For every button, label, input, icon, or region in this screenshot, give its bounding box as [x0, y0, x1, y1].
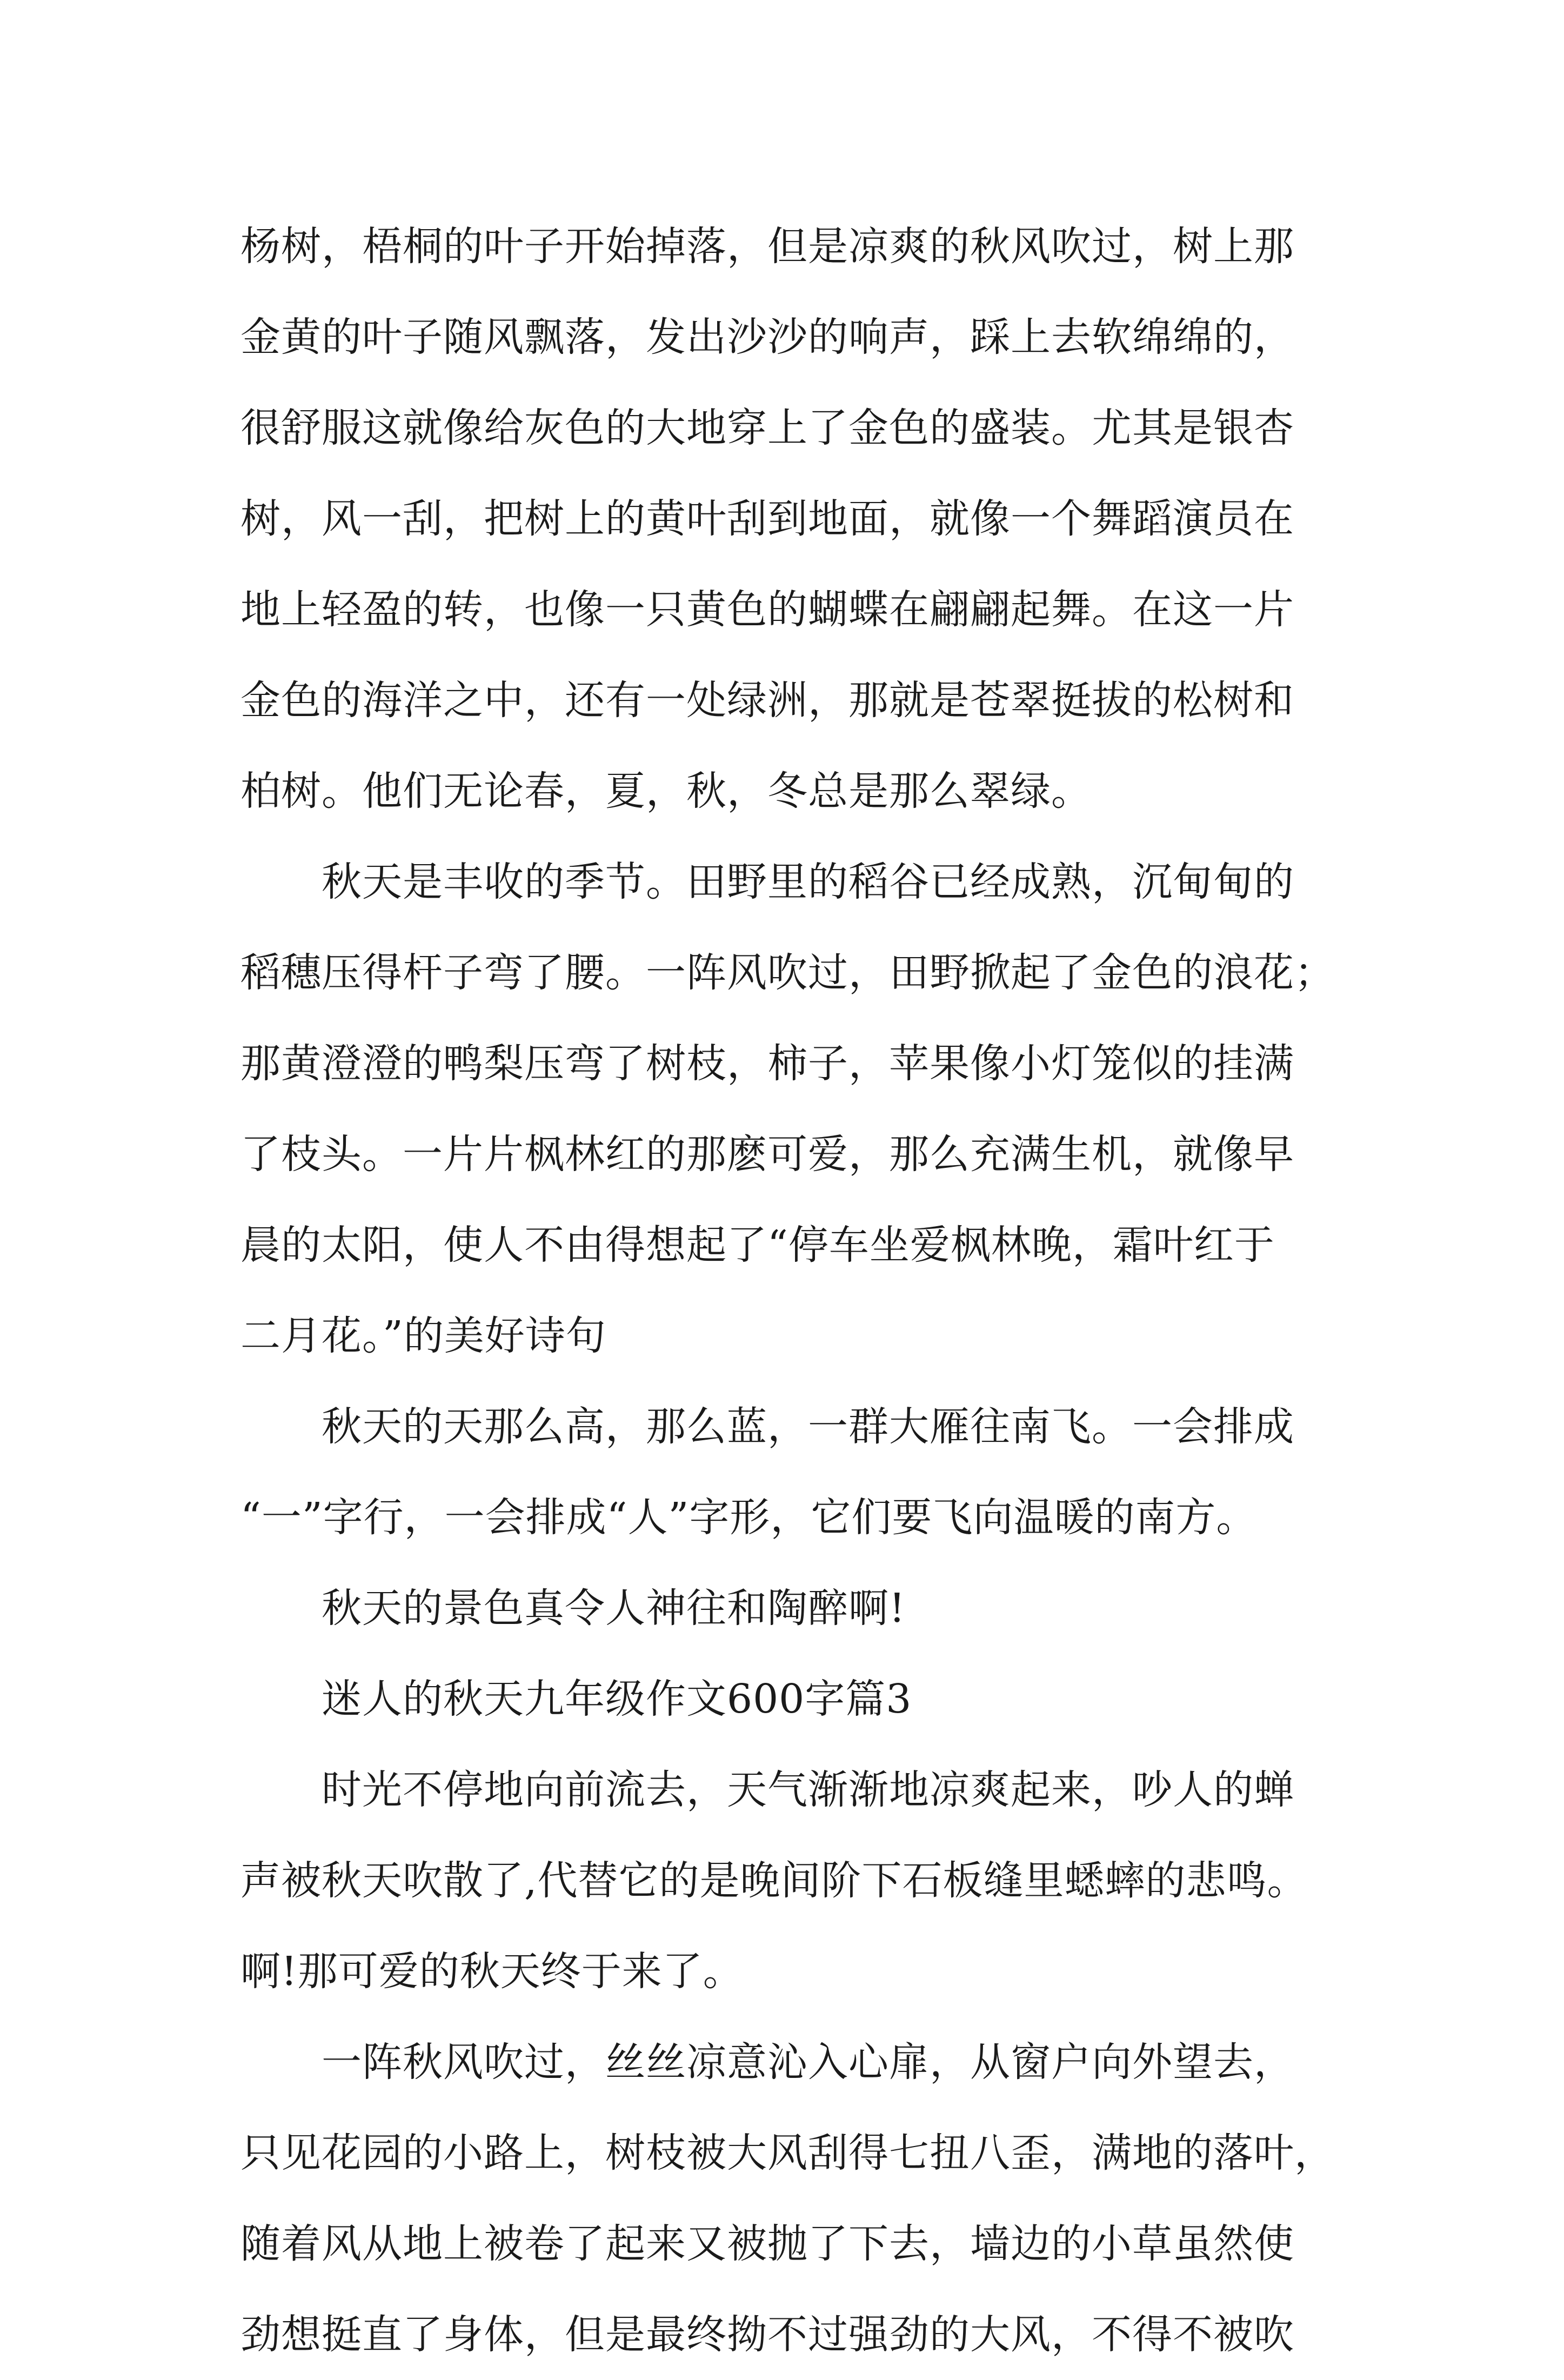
text-line: 杨树，梧桐的叶子开始掉落，但是凉爽的秋风吹过，树上那: [240, 223, 1294, 270]
paragraph-first-line: 秋天是丰收的季节。田野里的稻谷已经成熟，沉甸甸的: [322, 859, 1294, 905]
text-line: 只见花园的小路上，树枝被大风刮得七扭八歪，满地的落叶，: [240, 2130, 1335, 2176]
paragraph-first-line: 一阵秋风吹过，丝丝凉意沁入心扉，从窗户向外望去，: [322, 2039, 1294, 2085]
body-text: [240, 201, 1343, 2380]
text-line: 那黄澄澄的鸭梨压弯了树枝，柿子，苹果像小灯笼似的挂满: [240, 1040, 1294, 1087]
text-line: 地上轻盈的转，也像一只黄色的蝴蝶在翩翩起舞。在这一片: [240, 586, 1294, 633]
paragraph-first-line: 秋天的天那么高，那么蓝，一群大雁往南飞。一会排成: [322, 1403, 1294, 1450]
paragraph-first-line: 秋天的景色真令人神往和陶醉啊!: [322, 1585, 906, 1632]
text-line: 金黄的叶子随风飘落，发出沙沙的响声，踩上去软绵绵的，: [240, 314, 1294, 360]
text-line: 金色的海洋之中，还有一处绿洲，那就是苍翠挺拔的松树和: [240, 677, 1294, 724]
text-line: “一”字行，一会排成“人”字形，它们要飞向温暖的南方。: [240, 1494, 1257, 1541]
text-line: 随着风从地上被卷了起来又被抛了下去，墙边的小草虽然使: [240, 2221, 1294, 2267]
text-line: 声被秋天吹散了,代替它的是晚间阶下石板缝里蟋蟀的悲鸣。: [240, 1857, 1308, 1904]
section-heading: 迷人的秋天九年级作文600字篇3: [322, 1676, 912, 1722]
text-line: 了枝头。一片片枫林红的那麽可爱，那么充满生机，就像早: [240, 1131, 1294, 1178]
text-line: 树，风一刮，把树上的黄叶刮到地面，就像一个舞蹈演员在: [240, 496, 1294, 542]
text-line: 劲想挺直了身体，但是最终拗不过强劲的大风，不得不被吹: [240, 2311, 1294, 2358]
paragraph-first-line: 时光不停地向前流去，天气渐渐地凉爽起来，吵人的蝉: [322, 1767, 1294, 1813]
text-line: 二月花。”的美好诗句: [240, 1313, 606, 1359]
text-line: 稻穗压得杆子弯了腰。一阵风吹过，田野掀起了金色的浪花；: [240, 950, 1335, 996]
text-line: 很舒服这就像给灰色的大地穿上了金色的盛装。尤其是银杏: [240, 405, 1294, 451]
text-line: 柏树。他们无论春，夏，秋，冬总是那么翠绿。: [240, 768, 1092, 814]
text-line: 啊!那可爱的秋天终于来了。: [240, 1948, 744, 1995]
text-line: 晨的太阳，使人不由得想起了“停车坐爱枫林晚，霜叶红于: [240, 1222, 1275, 1268]
